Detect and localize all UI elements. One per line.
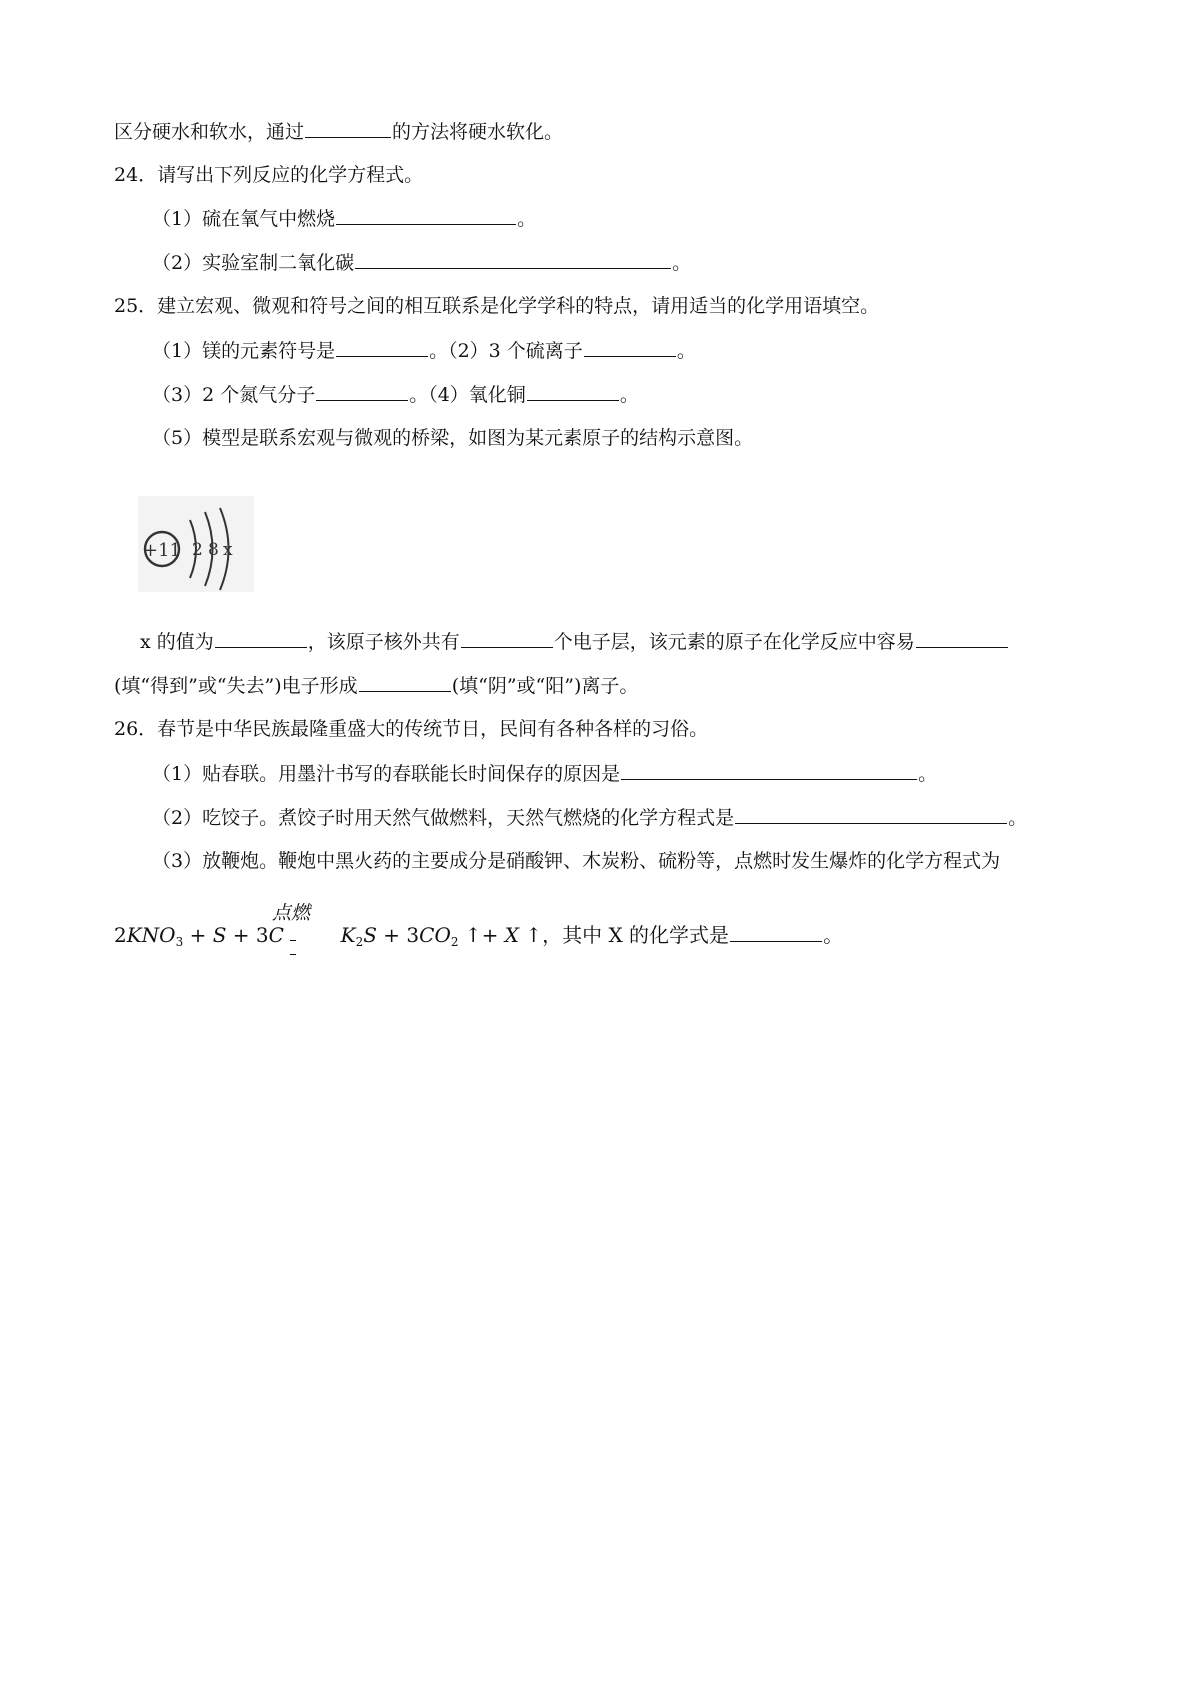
question-25: 25．建立宏观、微观和符号之间的相互联系是化学学科的特点，请用适当的化学用语填空。 — [114, 295, 880, 317]
question-26-1: （1）贴春联。用墨汁书写的春联能长时间保存的原因是 。 — [152, 760, 937, 787]
question-26-3: （3）放鞭炮。鞭炮中黑火药的主要成分是硝酸钾、木炭粉、硫粉等，点燃时发生爆炸的化学方程式为 — [152, 850, 1001, 872]
line-soft-water: 区分硬水和软水，通过 的方法将硬水软化。 — [114, 118, 563, 145]
question-26: 26．春节是中华民族最隆重盛大的传统节日，民间有各种各样的习俗。 — [114, 718, 709, 740]
question-26-2: （2）吃饺子。煮饺子时用天然气做燃料，天然气燃烧的化学方程式是 。 — [152, 804, 1027, 831]
answer-blank[interactable] — [336, 205, 516, 225]
answer-blank[interactable] — [359, 672, 451, 692]
shell-electrons-2: 8 — [208, 540, 219, 560]
equal-sign-mark-bottom — [290, 954, 296, 955]
answer-blank[interactable] — [730, 922, 822, 942]
question-24-2: （2）实验室制二氧化碳 。 — [152, 249, 691, 276]
answer-blank[interactable] — [355, 249, 671, 269]
answer-blank[interactable] — [527, 381, 619, 401]
answer-blank[interactable] — [584, 337, 676, 357]
question-25-5: （5）模型是联系宏观与微观的桥梁，如图为某元素原子的结构示意图。 — [152, 427, 754, 449]
question-24: 24．请写出下列反应的化学方程式。 — [114, 164, 424, 186]
shell-electrons-3: x — [223, 540, 233, 560]
atom-structure-diagram — [138, 496, 254, 592]
answer-blank[interactable] — [305, 118, 391, 138]
answer-blank[interactable] — [316, 381, 408, 401]
nucleus-charge: +11 — [143, 540, 181, 561]
answer-blank[interactable] — [461, 628, 553, 648]
question-25-1-2: （1）镁的元素符号是 。（2）3 个硫离子 。 — [152, 337, 696, 364]
question-25-x-line: x 的值为 ，该原子核外共有 个电子层，该元素的原子在化学反应中容易 — [140, 628, 1009, 655]
shell-electrons-1: 2 — [192, 540, 203, 560]
chemical-equation: $2KNO_3 + S + 3C$ $K_2S + 3CO_2$ ↑+ X ↑ — [114, 923, 543, 949]
question-24-1: （1）硫在氧气中燃烧 。 — [152, 205, 536, 232]
chemical-equation-line: $2KNO_3 + S + 3C$ $K_2S + 3CO_2$ ↑+ X ↑，其中 X 的化学式是 。 — [114, 923, 844, 949]
question-25-ion-line: (填“得到”或“失去”)电子形成 (填“阴”或“阳”)离子。 — [114, 672, 638, 699]
answer-blank[interactable] — [336, 337, 428, 357]
answer-blank[interactable] — [215, 628, 307, 648]
question-25-3-4: （3）2 个氮气分子 。（4）氧化铜 。 — [152, 381, 639, 408]
answer-blank[interactable] — [916, 628, 1008, 648]
answer-blank[interactable] — [621, 760, 917, 780]
reaction-condition: 点燃 — [272, 902, 311, 924]
answer-blank[interactable] — [735, 804, 1007, 824]
equal-sign-mark-top — [290, 940, 296, 941]
